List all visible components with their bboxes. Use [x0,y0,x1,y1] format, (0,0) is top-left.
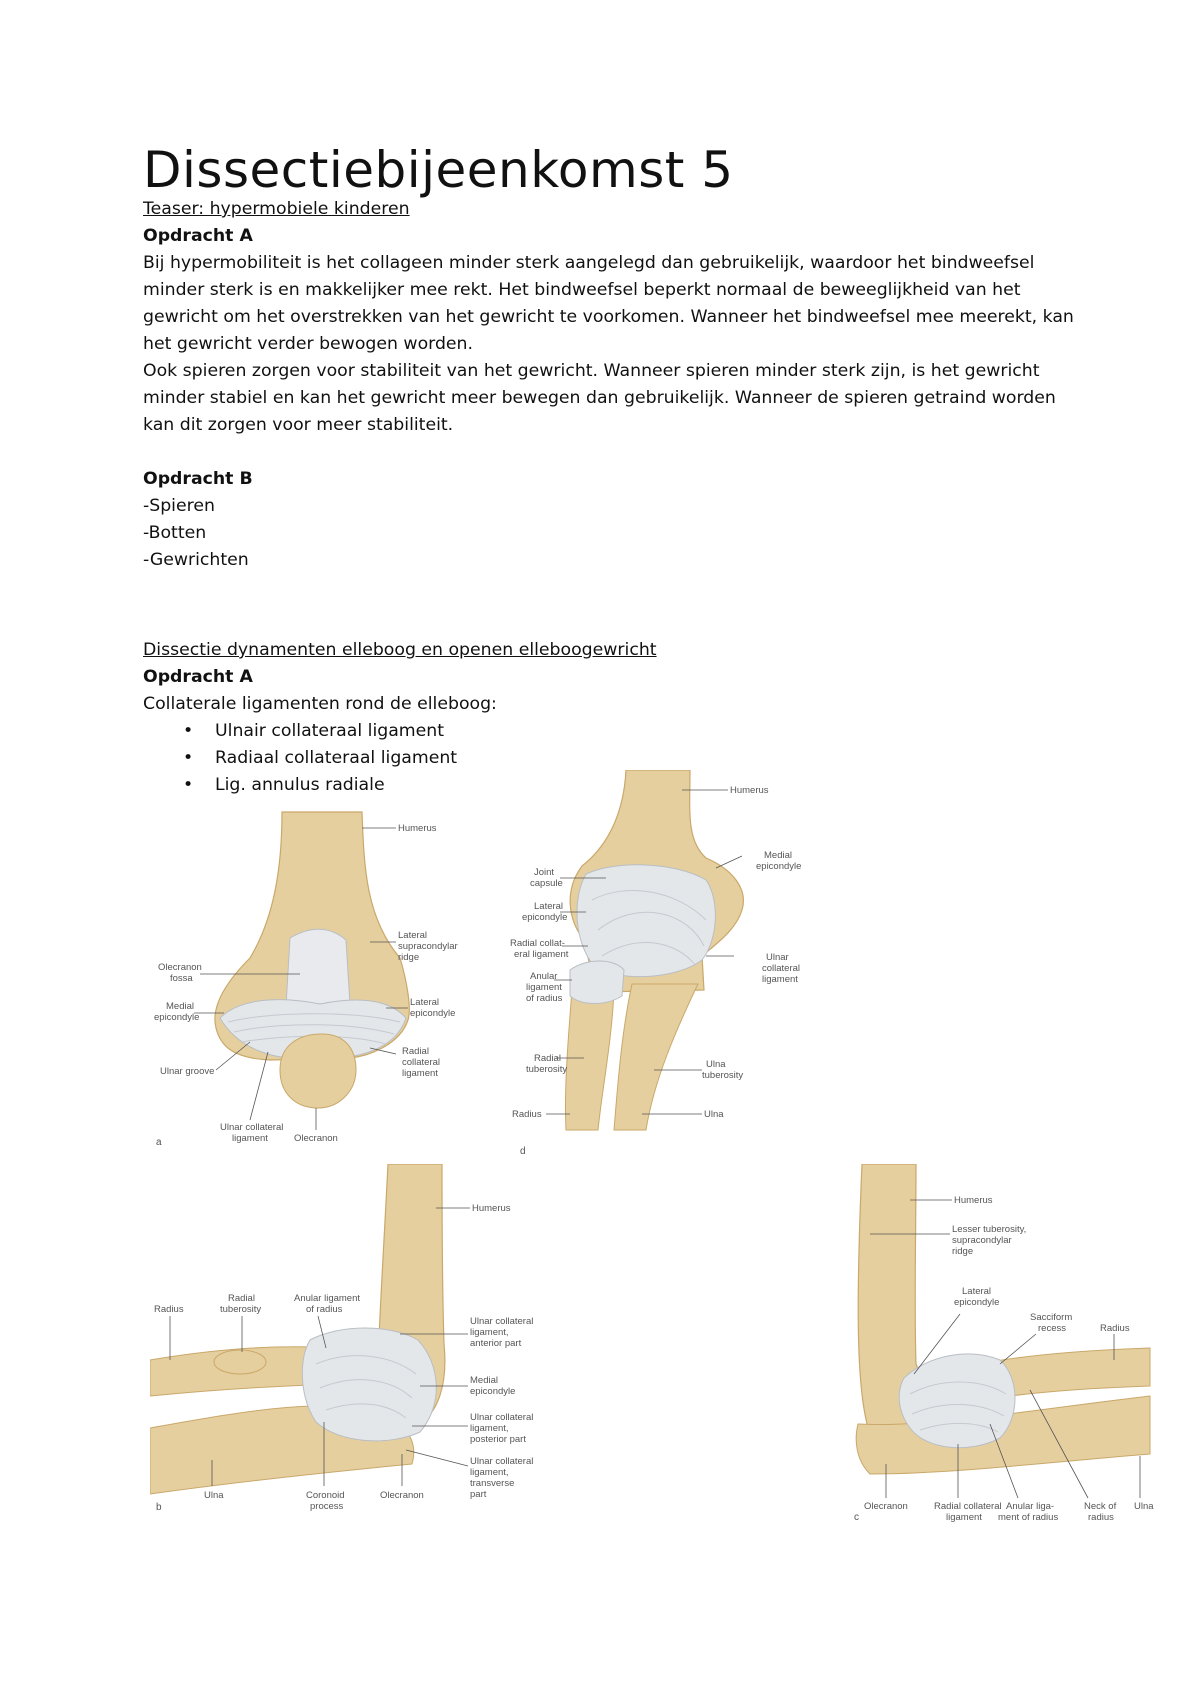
label-ulnar-collateral: Ulnar [766,952,789,963]
label-lateral-epicondyle: Lateral [534,901,564,912]
label-lateral-supracondylar: supracondylar [398,941,458,952]
label-ulna: Ulna [704,1109,724,1120]
label-ulna: Ulna [1134,1501,1154,1512]
label-medial-epicondyle: epicondyle [154,1012,200,1023]
label-medial-epicondyle: epicondyle [756,861,802,872]
bullet-item [143,718,457,745]
figure-a-posterior-elbow [150,808,510,1150]
ulna-bone-shape [614,984,698,1130]
label-ulnar-collateral-anterior: ligament, [470,1327,509,1338]
label-radius: Radius [512,1109,542,1120]
label-anular-ligament: Anular liga- [1006,1501,1055,1512]
label-ulnar-collateral-transverse: transverse [470,1478,515,1489]
label-ulnar-collateral: Ulnar collateral [220,1122,284,1133]
leader-line [406,1450,468,1466]
bullet-item [143,772,457,799]
label-ulna-tuberosity: Ulna [706,1059,726,1070]
olecranon-bone-shape [280,1034,356,1108]
label-olecranon: Olecranon [864,1501,908,1512]
teaser-assignment-b-title: Opdracht B [143,469,253,489]
leader-line [250,1052,268,1120]
olecranon-fossa-shape [286,929,350,1006]
bullet-dot: • [183,775,194,795]
label-radial-collateral: ligament [402,1068,438,1079]
label-medial-epicondyle: Medial [470,1375,498,1386]
label-lesser-tuberosity: ridge [952,1246,974,1257]
teaser-list-item: -Gewrichten [143,550,249,570]
label-olecranon: Olecranon [380,1490,424,1501]
bullet-text: Lig. annulus radiale [215,775,385,795]
label-radial-collateral: eral ligament [514,949,569,960]
dissection-assignment-a-title: Opdracht A [143,667,253,687]
label-anular-ligament: of radius [526,993,563,1004]
label-radial-collateral: collateral [402,1057,441,1068]
label-ulnar-collateral-posterior: Ulnar collateral [470,1412,534,1423]
label-radial-collateral: Radial collat- [510,938,565,949]
label-ulnar-groove: Ulnar groove [160,1066,215,1077]
label-radius: Radius [1100,1323,1130,1334]
ligament-bullet-list [143,718,457,799]
label-lateral-epicondyle: Lateral [410,997,440,1008]
label-lesser-tuberosity: supracondylar [952,1235,1012,1246]
label-sacciform-recess: recess [1038,1323,1066,1334]
label-ulnar-collateral-anterior: anterior part [470,1338,522,1349]
label-humerus: Humerus [472,1203,511,1214]
label-coronoid-process: process [310,1501,344,1512]
label-coronoid-process: Coronoid [306,1490,345,1501]
dissection-intro: Collaterale ligamenten rond de elleboog: [143,694,497,714]
collateral-ligament-shape [899,1354,1015,1448]
teaser-paragraph-1: Bij hypermobiliteit is het collageen minder sterk aangelegd dan gebruikelijk, waardoor het bindweefsel minder sterk is en makkelijker mee rekt. Het bindweefsel beperkt normaal de beweeglijkheid van het gewricht om het overstrekken van het gewricht te voorkomen. Wanneer het bindweefsel mee meerekt, kan het gewricht verder bewogen worden. [143,253,1074,354]
panel-letter: a [156,1137,162,1148]
label-humerus: Humerus [954,1195,993,1206]
label-olecranon-fossa: fossa [170,973,193,984]
figure-c-lateral-elbow [850,1164,1160,1526]
label-ulnar-collateral: collateral [762,963,801,974]
document-title: Dissectiebijeenkomst 5 [143,141,734,199]
leader-line [716,856,742,868]
label-ulnar-collateral: ligament [762,974,798,985]
panel-letter: d [520,1146,526,1157]
label-lateral-supracondylar: Lateral [398,930,428,941]
label-lateral-epicondyle: Lateral [962,1286,992,1297]
bullet-dot: • [183,721,194,741]
label-neck-of-radius: Neck of [1084,1501,1117,1512]
bullet-item [143,745,457,772]
label-radial-tuberosity: tuberosity [220,1304,262,1315]
label-radial-tuberosity: Radial [228,1293,255,1304]
label-ulnar-collateral: ligament [232,1133,268,1144]
label-anular-ligament: Anular ligament [294,1293,361,1304]
label-lateral-supracondylar: ridge [398,952,420,963]
label-olecranon: Olecranon [294,1133,338,1144]
label-anular-ligament: ment of radius [998,1512,1059,1523]
label-radial-collateral: Radial [402,1046,429,1057]
label-joint-capsule: Joint [534,867,555,878]
dissection-heading: Dissectie dynamenten elleboog en openen elleboogewricht [143,640,657,660]
label-radial-tuberosity: Radial [534,1053,561,1064]
label-sacciform-recess: Sacciform [1030,1312,1073,1323]
panel-letter: c [854,1512,859,1523]
dissection-section [143,637,1083,718]
blank-line [143,439,1083,466]
label-medial-epicondyle: Medial [166,1001,194,1012]
bullet-text: Radiaal collateraal ligament [215,748,458,768]
label-lateral-epicondyle: epicondyle [522,912,568,923]
label-medial-epicondyle: epicondyle [470,1386,516,1397]
label-ulnar-collateral-transverse: ligament, [470,1467,509,1478]
label-ulnar-collateral-anterior: Ulnar collateral [470,1316,534,1327]
panel-letter: b [156,1502,162,1513]
label-humerus: Humerus [730,785,769,796]
label-medial-epicondyle: Medial [764,850,792,861]
bullet-dot: • [183,748,194,768]
label-lateral-epicondyle: epicondyle [410,1008,456,1019]
bullet-text: Ulnair collateraal ligament [215,721,445,741]
label-joint-capsule: capsule [530,878,563,889]
radius-bone-shape [565,990,614,1130]
label-radial-collateral: ligament [946,1512,982,1523]
label-ulnar-collateral-posterior: ligament, [470,1423,509,1434]
label-radial-collateral: Radial collateral [934,1501,1002,1512]
figure-d-anterior-elbow [506,770,836,1160]
label-ulnar-collateral-transverse: part [470,1489,487,1500]
label-anular-ligament: of radius [306,1304,343,1315]
label-ulnar-collateral-posterior: posterior part [470,1434,526,1445]
label-lateral-epicondyle: epicondyle [954,1297,1000,1308]
label-anular-ligament: Anular [530,971,558,982]
label-anular-ligament: ligament [526,982,562,993]
teaser-list-item: -Spieren [143,496,215,516]
anular-ligament-shape [570,961,624,1004]
label-radius: Radius [154,1304,184,1315]
label-humerus: Humerus [398,823,437,834]
teaser-assignment-a-title: Opdracht A [143,226,253,246]
label-lesser-tuberosity: Lesser tuberosity, [952,1224,1027,1235]
label-radial-tuberosity: tuberosity [526,1064,568,1075]
label-ulna: Ulna [204,1490,224,1501]
teaser-list-item: -Botten [143,523,207,543]
teaser-paragraph-2: Ook spieren zorgen voor stabiliteit van het gewricht. Wanneer spieren minder sterk zijn, is het gewricht minder stabiel en kan het gewricht meer bewegen dan gebruikelijk. Wanneer de spieren getraind worden kan dit zorgen voor meer stabiliteit. [143,361,1056,435]
figure-b-medial-elbow [150,1164,550,1526]
teaser-section [143,196,1083,574]
label-ulna-tuberosity: tuberosity [702,1070,744,1081]
label-olecranon-fossa: Olecranon [158,962,202,973]
label-neck-of-radius: radius [1088,1512,1114,1523]
label-ulnar-collateral-transverse: Ulnar collateral [470,1456,534,1467]
collateral-ligament-shape [302,1328,436,1441]
joint-capsule-shape [577,865,715,977]
teaser-heading: Teaser: hypermobiele kinderen [143,199,410,219]
